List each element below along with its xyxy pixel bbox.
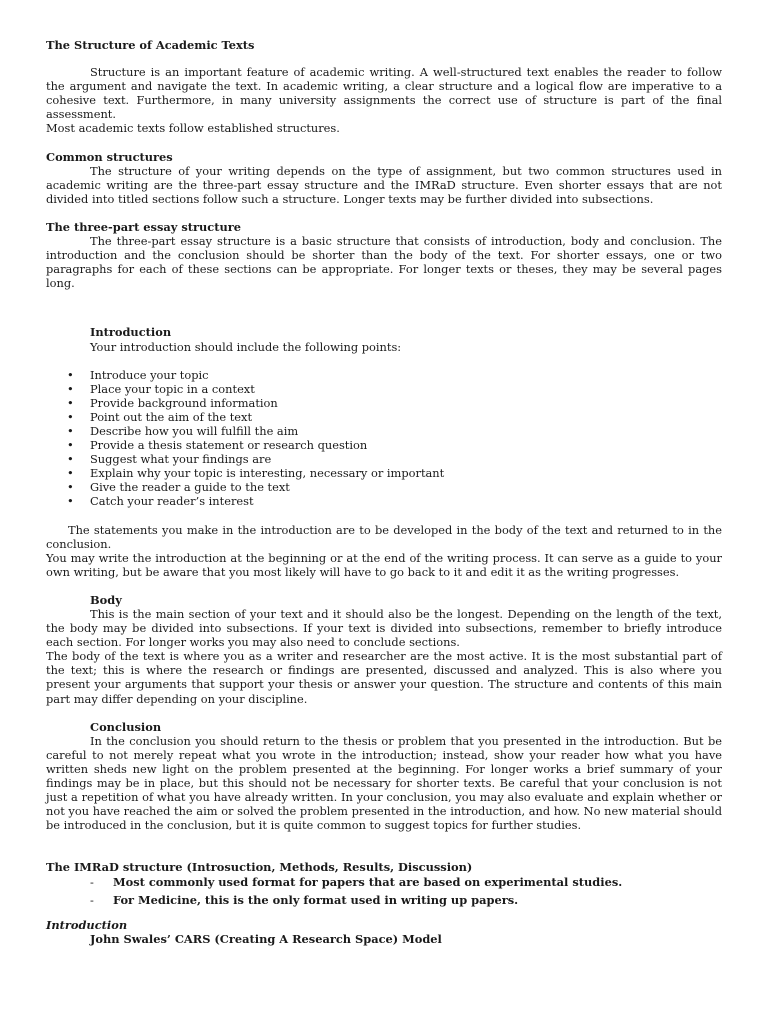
document-title: The Structure of Academic Texts	[46, 38, 255, 52]
bullet-icon: •	[67, 423, 74, 438]
body-paragraph-1: This is the main section of your text and it should also be the longest. Depending on the length of the text, the body may be divided into subsections. If your text is divided into subsections, remember to briefly introduce each section. For longer works you may also need to conclude sections.	[46, 607, 722, 650]
bullet-icon: •	[67, 480, 74, 495]
list-item: • Provide a thesis statement or research question	[67, 438, 368, 453]
bullet-icon: •	[67, 452, 74, 467]
bullet-icon: •	[67, 395, 74, 410]
bullet-icon: •	[67, 466, 74, 481]
list-item: - For Medicine, this is the only format used in writing up papers.	[90, 892, 519, 907]
body-paragraph-2: The body of the text is where you as a writer and researcher are the most active. It is the most substantial part of the text; this is where the research or findings are presented, discussed and analyzed. This is also where you present your arguments that support your thesis or answer your question. The structure and contents of this main part may differ depending on your discipline.	[46, 649, 722, 706]
bullet-icon: •	[67, 381, 74, 396]
document-page	[46, 38, 722, 946]
introduction-lead: Your introduction should include the following points:	[90, 339, 402, 354]
list-item: • Describe how you will fulfill the aim	[67, 423, 299, 438]
common-structures-paragraph: The structure of your writing depends on the type of assignment, but two common structures used in academic writing are the three-part essay structure and the IMRaD structure. Even shorter essays that are not divided into titled sections follow such a structure. Longer texts may be further divided into subsections.	[46, 163, 722, 206]
introduction-points-list	[46, 368, 722, 509]
bullet-icon: •	[67, 494, 74, 509]
bullet-icon: •	[67, 438, 74, 453]
bullet-icon: •	[67, 409, 74, 424]
list-item: • Catch your reader’s interest	[67, 494, 254, 509]
three-part-paragraph: The three-part essay structure is a basic structure that consists of introduction, body and conclusion. The introduction and the conclusion should be shorter than the body of the text. For shorter essays, one or two paragraphs for each of these sections can be appropriate. For longer texts or theses, they may be several pages long.	[46, 234, 722, 291]
three-part-heading: The three-part essay structure	[46, 219, 242, 234]
body-heading: Body	[90, 592, 122, 607]
list-item: • Introduce your topic	[67, 367, 209, 382]
introduction-heading: Introduction	[90, 325, 172, 340]
dash-icon: -	[90, 892, 94, 907]
common-structures-heading: Common structures	[46, 149, 173, 164]
bullet-icon: •	[67, 367, 74, 382]
conclusion-paragraph: In the conclusion you should return to the thesis or problem that you presented in the introduction. But be careful to not merely repeat what you wrote in the introduction; instead, show your reader how what you have written sheds new light on the problem presented at the beginning. For longer works a brief summary of your findings may be in place, but this should not be necessary for shorter texts. Be careful that your conclusion is not just a repetition of what you have already written. In your conclusion, you may also evaluate and explain whether or not you have reached the aim or solved the problem presented in the introduction, and how. No new material should be introduced in the conclusion, but it is quite common to suggest topics for further studies.	[46, 733, 722, 833]
list-item: • Place your topic in a context	[67, 381, 255, 396]
list-item: • Suggest what your findings are	[67, 452, 272, 467]
list-item: • Point out the aim of the text	[67, 409, 253, 424]
introduction-after-paragraph-1: The statements you make in the introduction are to be developed in the body of the text and returned to in the conclusion.	[46, 522, 722, 551]
list-item: • Give the reader a guide to the text	[67, 480, 290, 495]
imrad-points-list	[46, 875, 722, 907]
imrad-heading: The IMRaD structure (Introsuction, Methods, Results, Discussion)	[46, 860, 473, 875]
intro-line: Most academic texts follow established structures.	[46, 121, 340, 136]
cars-model-line: John Swales’ CARS (Creating A Research Space) Model	[90, 931, 442, 946]
introduction-after-paragraph-2: You may write the introduction at the beginning or at the end of the writing process. It can serve as a guide to your own writing, but be aware that you most likely will have to go back to it and edit it as the writing progresses.	[46, 550, 722, 579]
dash-icon: -	[90, 874, 94, 889]
imrad-introduction-heading: Introduction	[46, 917, 128, 932]
list-item: • Explain why your topic is interesting, necessary or important	[67, 466, 445, 481]
intro-paragraph: Structure is an important feature of academic writing. A well-structured text enables the reader to follow the argument and navigate the text. In academic writing, a clear structure and a logical flow are imperative to a cohesive text. Furthermore, in many university assignments the correct use of structure is part of the final assessment.	[46, 65, 722, 122]
conclusion-heading: Conclusion	[90, 719, 162, 734]
list-item: • Provide background information	[67, 395, 278, 410]
list-item: - Most commonly used format for papers that are based on experimental studies.	[90, 874, 623, 889]
